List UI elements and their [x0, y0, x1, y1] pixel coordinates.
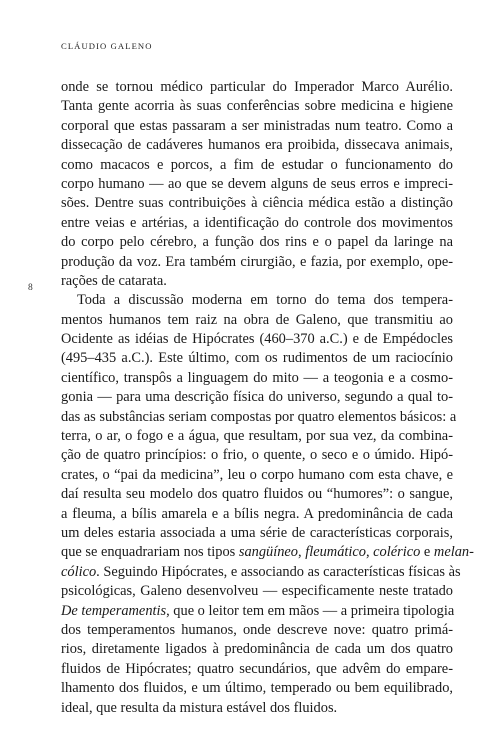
- text-line: dos temperamentos humanos, onde descreve nove: quatro primá-: [61, 621, 453, 638]
- text-line: Toda a discussão moderna em torno do tema dos tempera-: [77, 292, 453, 309]
- text-line: ideal, que resulta da mistura estável dos fluidos.: [61, 699, 338, 716]
- text-line: rações de catarata.: [61, 272, 167, 289]
- text-line: produção da voz. Era também cirurgião, e fazia, por exemplo, ope-: [61, 253, 453, 270]
- text-line: Tanta gente acorria às suas conferências sobre medicina e higiene: [61, 98, 453, 115]
- running-head: CLÁUDIO GALENO: [61, 41, 153, 51]
- text-line: que se enquadrariam nos tipos sangüíneo, fleumático, colérico e melan-: [61, 544, 474, 561]
- text-line: ção de quatro princípios: o frio, o quente, o seco e o úmido. Hipó-: [61, 447, 453, 464]
- text-line: fluidos de Hipócrates; quatro secundários, que advêm do empare-: [61, 660, 453, 677]
- text-line: daí resulta seu modelo dos quatro fluidos ou “humores”: o sangue,: [61, 486, 453, 503]
- text-line: corporal que estas passaram a ser ministradas num teatro. Como a: [61, 117, 453, 134]
- text-line: científico, transpôs a linguagem do mito — a teogonia e a cosmo-: [61, 369, 453, 386]
- text-line: gonia — para uma descrição física do universo, segundo a qual to-: [61, 389, 453, 406]
- paragraph-2: [61, 291, 474, 718]
- text-line: das as substâncias seriam compostas por quatro elementos básicos: a: [61, 408, 457, 425]
- paragraph-1: [61, 78, 453, 291]
- text-line: como macacos e porcos, a fim de estudar o funcionamento do: [61, 156, 453, 173]
- text-line: terra, o ar, o fogo e a água, que resultam, por sua vez, da combina-: [61, 428, 453, 445]
- text-line: lhamento dos fluidos, e um último, temperado ou bem equilibrado,: [61, 680, 453, 697]
- text-line: onde se tornou médico particular do Imperador Marco Aurélio.: [61, 79, 453, 95]
- text-line: a fleuma, a bílis amarela e a bílis negra. A predominância de cada: [61, 505, 453, 522]
- body-text: [61, 78, 474, 718]
- text-line: um deles estaria associada a uma série de características corporais,: [61, 524, 453, 541]
- text-line: do corpo pelo cérebro, a função dos rins e o papel da laringe na: [61, 234, 453, 251]
- text-line: corpo humano — ao que se devem alguns de seus erros e impreci-: [61, 175, 453, 192]
- text-line: crates, o “pai da medicina”, leu o corpo humano com esta chave, e: [61, 466, 453, 483]
- text-line: sões. Dentre suas contribuições à ciência médica estão a distinção: [61, 195, 453, 212]
- text-line: Ocidente as idéias de Hipócrates (460–370 a.C.) e de Empédocles: [61, 331, 453, 348]
- text-line: rios, diretamente ligados à predominância de cada um dos quatro: [61, 641, 453, 658]
- text-line: De temperamentis, que o leitor tem em mãos — a primeira tipologia: [61, 602, 455, 619]
- text-line: dissecação de cadáveres humanos era proibida, dissecava animais,: [61, 137, 453, 154]
- text-line: (495–435 a.C.). Este último, com os rudimentos de um raciocínio: [61, 350, 453, 367]
- text-line: entre veias e artérias, a identificação do controle dos movimentos: [61, 214, 453, 231]
- text-line: mentos humanos tem raiz na obra de Galeno, que transmitiu ao: [61, 311, 453, 328]
- text-line: psicológicas, Galeno desenvolveu — especificamente neste tratado: [61, 583, 453, 600]
- page-number: 8: [28, 283, 33, 293]
- text-line: cólico. Seguindo Hipócrates, e associando as características físicas às: [61, 563, 461, 580]
